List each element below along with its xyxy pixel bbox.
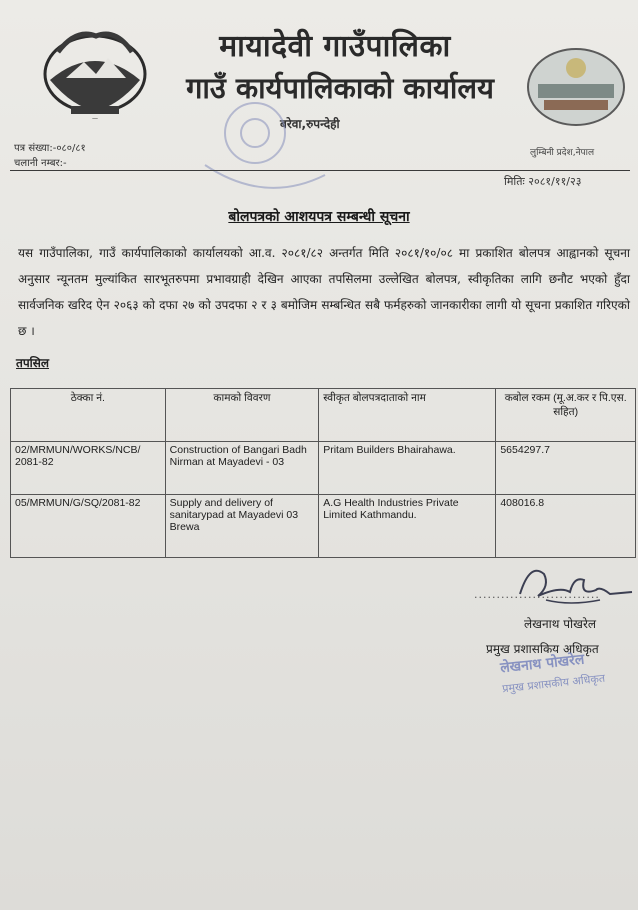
bidder-name-cell: A.G Health Industries Private Limited Kathmandu. <box>319 495 496 558</box>
table-row <box>11 442 636 495</box>
office-seal-icon <box>195 95 345 205</box>
notice-title: बोलपत्रको आशयपत्र सम्बन्धी सूचना <box>228 209 410 225</box>
bid-acceptance-table <box>10 388 636 558</box>
office-title: गाउँ कार्यपालिकाको कार्यालय <box>186 71 494 105</box>
municipal-logo-icon <box>524 44 628 130</box>
notice-body: यस गाउँपालिका, गाउँ कार्यपालिकाको कार्यालयको आ.व. २०८१/८२ अन्तर्गत मिति २०८१/१०/०८ मा प्रकाशित बोलपत्र आह्वानको सूचना अनुसार न्यूनतम मुल्यांकित सारभूतरुपमा प्रभावग्राही देखिन आएका तपसिलमा उल्लेखित बोलपत्र, स्वीकृतिका लागि छनौट भएको हुँदा सार्वजनिक खरिद ऐन २०६३ को दफा २७ को उपदफा २ र ३ बमोजिम सम्बन्धित सबै फर्महरुको जानकारीका लागी यो सूचना प्रकाशित गरिएको छ । <box>18 246 630 338</box>
header-divider <box>10 170 630 171</box>
work-description-cell: Construction of Bangari Badh Nirman at Mayadevi - 03 <box>165 442 319 495</box>
bidder-name-cell: Pritam Builders Bhairahawa. <box>319 442 496 495</box>
signature-line: ............................ <box>474 588 600 601</box>
header-bidder-name: स्वीकृत बोलपत्रदाताको नाम <box>319 389 496 442</box>
province-address: लुम्बिनी प्रदेश,नेपाल <box>530 148 595 158</box>
designation-stamp: प्रमुख प्रशासकीय अधिकृत <box>501 671 606 696</box>
header-bid-amount: कबोल रकम (मू.अ.कर र पि.एस. सहित) <box>496 389 636 442</box>
bid-amount-cell: 5654297.7 <box>496 442 636 495</box>
header-contract-no: ठेक्का नं. <box>11 389 166 442</box>
nepal-emblem-icon <box>36 22 154 122</box>
letter-number: पत्र संख्या:-०८०/८१ <box>14 143 86 154</box>
handwritten-signature <box>500 556 638 616</box>
bid-amount-cell: 408016.8 <box>496 495 636 558</box>
office-address: बरेवा,रुपन्देही <box>280 117 340 131</box>
contract-no-cell: 05/MRMUN/G/SQ/2081-82 <box>11 495 166 558</box>
table-header-row <box>11 389 636 442</box>
svg-text:—: — <box>92 115 98 122</box>
signer-title: प्रमुख प्रशासकिय अधिकृत <box>486 642 599 656</box>
dispatch-number: चलानी नम्बर:- <box>14 158 67 169</box>
schedule-label: तपसिल <box>16 356 50 370</box>
issue-date: मितिः २०८१/११/२३ <box>504 175 582 188</box>
municipality-title: मायादेवी गाउँपालिका <box>219 29 451 64</box>
contract-no-cell: 02/MRMUN/WORKS/NCB/ 2081-82 <box>11 442 166 495</box>
work-description-cell: Supply and delivery of sanitarypad at Mayadevi 03 Brewa <box>165 495 319 558</box>
header-work-description: कामको विवरण <box>165 389 319 442</box>
table-row <box>11 495 636 558</box>
signer-name: लेखनाथ पोखरेल <box>524 617 596 631</box>
name-stamp: लेखनाथ पोखरेल <box>499 651 586 677</box>
